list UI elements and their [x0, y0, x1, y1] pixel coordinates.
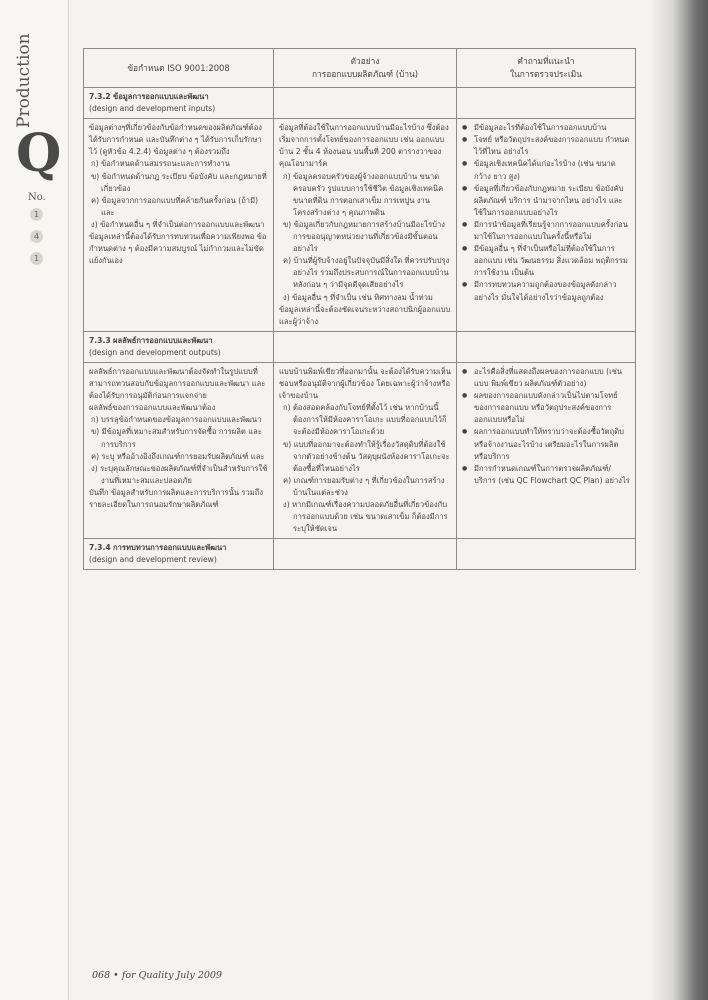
section-title: ผลลัพธ์การออกแบบและพัฒนา: [113, 335, 213, 345]
section-title-en: (design and development outputs): [89, 347, 221, 357]
section-title-row: [84, 88, 636, 119]
magazine-issue: for Quality July 2009: [121, 970, 222, 981]
empty-cell: [274, 88, 457, 119]
section-number: 7.3.2: [89, 92, 111, 101]
header-questions: [457, 49, 636, 88]
header-questions-line1: คำถามที่แนะนำ: [517, 56, 575, 66]
example-item: ก) ข้อมูลครอบครัวของผู้จ้างออกแบบบ้าน ขนาดครอบครัว รูปแบบการใช้ชีวิต ข้อมูลเชิงเทคนิค ขนาดที่ดิน การตอกเสาเข็ม การเทปูน งานโครงสร้างต่าง ๆ คุณภาพดิน: [283, 171, 444, 217]
question-item: ● ผลของการออกแบบดังกล่าวเป็นไปตามโจทย์ของการออกแบบ หรือวัตถุประสงค์ของการออกแบบหรือไม่: [462, 390, 630, 426]
empty-cell: [274, 539, 457, 570]
empty-cell: [457, 331, 636, 362]
section-title-en: (design and development review): [89, 555, 217, 565]
issue-digit: 1: [30, 252, 43, 265]
footer-separator: •: [113, 970, 119, 981]
example-cell-733: [274, 362, 457, 538]
section-number: 7.3.4: [89, 543, 111, 553]
section-title-en: (design and development inputs): [89, 104, 216, 114]
questions-cell-733: [457, 362, 636, 538]
requirement-item: ค) ระบุ หรืออ้างอิงถึงเกณฑ์การยอมรับผลิตภัณฑ์ และ: [91, 451, 265, 461]
requirement-item: ง) ระบุคุณลักษณะของผลิตภัณฑ์ที่จำเป็นสำหรับการใช้งานที่เหมาะสมและปลอดภัย: [91, 463, 268, 485]
example-item: ง) หากมีเกณฑ์เรื่องความปลอดภัยอื่นที่เกี่ยวข้องกับการออกแบบด้วย เช่น ขนาดเสาเข็ม ก็ต้องมีการระบุให้ชัดเจน: [283, 500, 448, 534]
page-number: 068: [92, 970, 111, 981]
example-item: ข) แบบที่ออกมาจะต้องทำให้รู้เรื่องวัสดุดิบที่ต้องใช้ จากตัวอย่างข้างต้น วัสดุบุผนังห้องคาราโอเกะจะต้องซื้อที่ไหนอย่างไร: [283, 439, 450, 473]
question-item: ● มีข้อมูลอื่น ๆ ที่จำเป็นหรือไม่ที่ต้องใช้ในการออกแบบ เช่น วัฒนธรรม สิ่งแวดล้อม พฤติกรรมการใช้งาน เป็นต้น: [462, 243, 630, 279]
requirement-intro: ผลลัพธ์การออกแบบและพัฒนาต้องจัดทำในรูปแบบที่สามารถทวนสอบกับข้อมูลการออกแบบและพัฒนา และต้องได้รับการอนุมัติก่อนการแจกจ่าย: [89, 366, 266, 401]
question-item: ● โจทย์ หรือวัตถุประสงค์ของการออกแบบ กำหนดไว้ที่ไหน อย่างไร: [462, 134, 630, 158]
header-example-line1: ตัวอย่าง: [350, 56, 380, 66]
example-outro: ข้อมูลเหล่านี้จะต้องชัดเจนระหว่างสถาปนิกผู้ออกแบบ และผู้ว่าจ้าง: [279, 304, 451, 326]
page-binding-shadow: [650, 0, 708, 1000]
section-title-732: [84, 88, 274, 119]
requirement-cell-733: [84, 362, 274, 538]
example-intro: ข้อมูลที่ต้องใช้ในการออกแบบบ้านมีอะไรบ้าง ซึ่งต้องเริ่มจากการตั้งโจทย์ของการออกแบบ เช่น ออกแบบบ้าน 2 ชั้น 4 ห้องนอน บนพื้นที่ 200 ตารางวาของคุณโอบามาร์ค: [279, 123, 449, 169]
section-label: [14, 33, 42, 128]
requirement-outro: ข้อมูลเหล่านี้ต้องได้รับการทบทวนเพื่อความเพียงพอ ข้อกำหนดต่าง ๆ ต้องมีความสมบูรณ์ ไม่กำกวมและไม่ขัดแย้งกันเอง: [89, 232, 267, 266]
header-example-line2: การออกแบบผลิตภัณฑ์ (บ้าน): [311, 69, 419, 79]
requirement-outro: บันทึก ข้อมูลสำหรับการผลิตและการบริการนั้น รวมถึงรายละเอียดในการถนอมรักษาผลิตภัณฑ์: [89, 487, 264, 509]
example-item: ข) ข้อมูลเกี่ยวกับกฎหมายการสร้างบ้านมีอะไรบ้าง การขออนุญาตหน่วยงานที่เกี่ยวข้องมีขั้นตอนอย่างไร: [283, 219, 445, 254]
question-item: ● ข้อมูลที่เกี่ยวข้องกับกฎหมาย ระเบียบ ข้อบังคับผลิตภัณฑ์ บริการ นำมาจากไหน อย่างไร และใช้ในการออกแบบอย่างไร: [462, 183, 630, 219]
header-questions-line2: ในการตรวจประเมิน: [509, 69, 583, 79]
section-title-733: [84, 331, 274, 362]
example-intro: แบบบ้านพิมพ์เขียวที่ออกมานั้น จะต้องได้รับความเห็นชอบหรืออนุมัติจากผู้เกี่ยวข้อง โดยเฉพาะผู้ว่าจ้างหรือเจ้าของบ้าน: [279, 366, 451, 401]
requirement-intro: ข้อมูลต่างๆที่เกี่ยวข้องกับข้อกำหนดของผลิตภัณฑ์ต้องได้รับการกำหนด และบันทึกต่าง ๆ ได้รับการเก็บรักษาไว้ (ดูหัวข้อ 4.2.4) ข้อมูลต่าง ๆ ต้องรวมถึง: [89, 123, 262, 157]
requirement-item: ค) ข้อมูลจากการออกแบบที่คล้ายกันครั้งก่อน (ถ้ามี) และ: [91, 195, 259, 217]
page-footer: [92, 970, 222, 981]
left-margin-strip: [0, 0, 69, 1000]
header-requirement: ข้อกำหนด ISO 9001:2008: [84, 49, 274, 88]
question-list: [462, 122, 630, 303]
section-title: ข้อมูลการออกแบบและพัฒนา: [113, 92, 209, 101]
example-cell-732: [274, 119, 457, 332]
magazine-q-logo: Q: [16, 123, 62, 184]
section-number: 7.3.3: [89, 335, 111, 345]
iso-requirements-table: [83, 48, 636, 570]
issue-digit: 1: [30, 208, 43, 221]
example-item: ง) ข้อมูลอื่น ๆ ที่จำเป็น เช่น ทิศทางลม น้ำท่วม: [283, 292, 433, 302]
section-label-text: Production: [14, 33, 34, 128]
question-item: ● มีการนำข้อมูลที่เรียนรู้จากการออกแบบครั้งก่อนมาใช้ในการออกแบบในครั้งนี้หรือไม่: [462, 219, 630, 243]
question-item: ● อะไรคือสิ่งที่แสดงถึงผลของการออกแบบ (เช่น แบบ พิมพ์เขียว ผลิตภัณฑ์ตัวอย่าง): [462, 366, 630, 390]
question-list: [462, 366, 630, 487]
requirement-item: ข) มีข้อมูลที่เหมาะสมสำหรับการจัดซื้อ การผลิต และการบริการ: [91, 427, 262, 449]
requirement-cell-732: [84, 119, 274, 332]
example-item: ค) เกณฑ์การยอมรับต่าง ๆ ที่เกี่ยวข้องในการสร้างบ้านในแต่ละช่วง: [283, 475, 445, 497]
question-item: ● ผลการออกแบบทำให้ทราบว่าจะต้องซื้อวัตถุดิบหรือจ้างงานอะไรบ้าง เตรียมอะไรในการผลิตหรือบริการ: [462, 426, 630, 462]
question-item: ● มีการทบทวนความถูกต้องของข้อมูลดังกล่าวอย่างไร มั่นใจได้อย่างไรว่าข้อมูลถูกต้อง: [462, 279, 630, 303]
section-content-row: [84, 362, 636, 538]
empty-cell: [274, 331, 457, 362]
issue-no-label: No.: [28, 192, 46, 203]
section-title-734: [84, 539, 274, 570]
table-header-row: [84, 49, 636, 88]
question-item: ● มีการกำหนดเกณฑ์ในการตรวจผลิตภัณฑ์/บริการ (เช่น QC Flowchart QC Plan) อย่างไร: [462, 463, 630, 487]
question-item: ● ข้อมูลเชิงเทคนิคได้แก่อะไรบ้าง (เช่น ขนาด กว้าง ยาว สูง): [462, 158, 630, 182]
requirement-item: ก) ข้อกำหนดด้านสมรรถนะและการทำงาน: [91, 159, 230, 169]
questions-cell-732: [457, 119, 636, 332]
empty-cell: [457, 539, 636, 570]
section-title: การทบทวนการออกแบบและพัฒนา: [113, 543, 227, 553]
requirement-item: ก) บรรลุข้อกำหนดของข้อมูลการออกแบบและพัฒนา: [91, 415, 262, 425]
requirement-item: ง) ข้อกำหนดอื่น ๆ ที่จำเป็นต่อการออกแบบและพัฒนา: [91, 219, 265, 229]
requirement-item: ข) ข้อกำหนดด้านกฎ ระเบียบ ข้อบังคับ และกฎหมายที่เกี่ยวข้อง: [91, 171, 267, 193]
section-title-row: [84, 331, 636, 362]
section-title-row: [84, 539, 636, 570]
requirement-intro-2: ผลลัพธ์ของการออกแบบและพัฒนาต้อง: [89, 403, 216, 413]
header-example: [274, 49, 457, 88]
empty-cell: [457, 88, 636, 119]
example-item: ค) บ้านที่ผู้รับจ้างอยู่ในปัจจุบันมีสิ่งใด ที่ควรปรับปรุงอย่างไร รวมถึงประสบการณ์ในการออกแบบบ้านหลังก่อน ๆ ว่ามีจุดดีจุดเสียอย่างไร: [283, 256, 450, 290]
example-item: ก) ต้องสอดคล้องกับโจทย์ที่ตั้งไว้ เช่น หากบ้านนี้ต้องการให้มีห้องคาราโอเกะ แบบที่ออกแบบไว้ก็จะต้องมีห้องคาราโอเกะด้วย: [283, 403, 447, 437]
question-item: ● มีข้อมูลอะไรที่ต้องใช้ในการออกแบบบ้าน: [462, 122, 630, 134]
issue-digit: 4: [30, 230, 43, 243]
section-content-row: [84, 119, 636, 332]
